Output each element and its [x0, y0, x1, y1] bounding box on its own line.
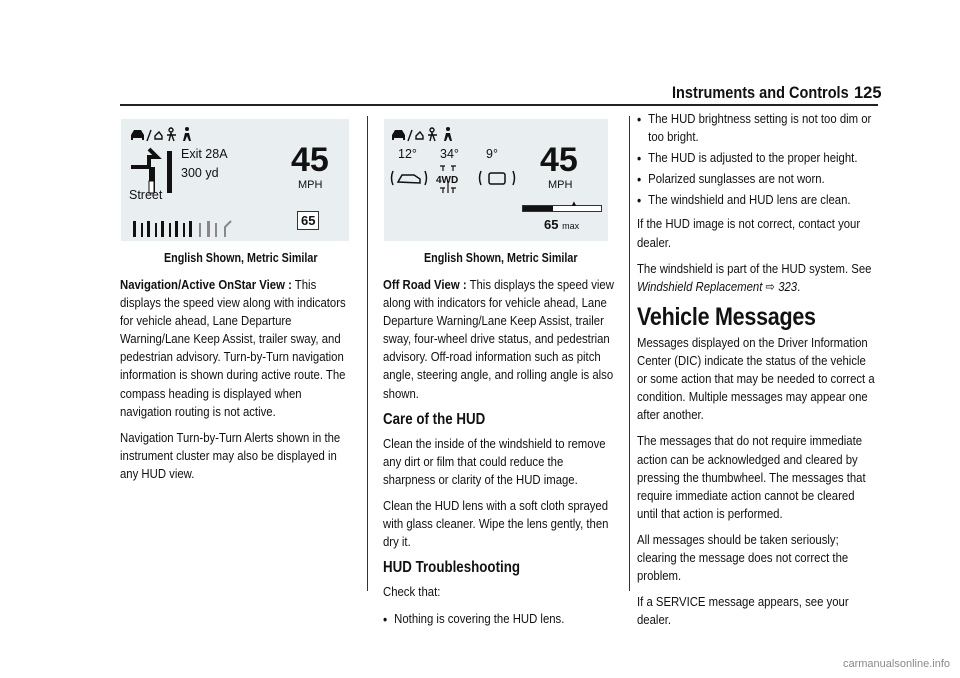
vehicle-ahead-icon: [131, 130, 144, 140]
max-label: max: [562, 221, 580, 231]
street-label: Street: [129, 188, 163, 202]
turn-alerts-paragraph: Navigation Turn-by-Turn Alerts shown in the instrument cluster may also be displayed in any HUD view.: [120, 429, 341, 481]
page-ref-arrow-icon: ⇨: [765, 278, 776, 294]
figure2-caption: English Shown, Metric Similar: [424, 251, 578, 265]
lane-guidance-icon: [131, 217, 251, 239]
figure1-caption: English Shown, Metric Similar: [164, 251, 318, 265]
list-item: • Nothing is covering the HUD lens.: [383, 610, 616, 628]
vm-paragraph-4: If a SERVICE message appears, see your dealer.: [637, 594, 849, 628]
max-speed-value: 65 max: [544, 217, 580, 232]
windshield-page-ref[interactable]: 323: [778, 278, 798, 294]
offroad-view-paragraph: Off Road View : This displays the speed view along with indicators for vehicle ahead, Lane Departure Warning/Lane Keep Assist, trailer sway, four-wheel drive status, and pedestrian advisory. Off-road information such as pitch angle, steering angle, and rolling angle is also shown.: [383, 277, 614, 401]
vm-paragraph-2: The messages that do not require immediate action can be acknowledged and cleared by pressing the thumbwheel. The messages that require immediate action cannot be cleared until that action is performed.: [637, 433, 866, 521]
exit-label: Exit 28A: [181, 147, 228, 161]
pitch-angle: 12°: [398, 147, 417, 161]
speed-readout: 45: [540, 141, 578, 179]
column-2: [383, 276, 617, 634]
incorrect-image-paragraph: If the HUD image is not correct, contact your dealer.: [637, 216, 861, 250]
steering-angle: 34°: [440, 147, 459, 161]
pedestrian-icon: [183, 127, 191, 141]
page-header-title: Instruments and Controls: [672, 84, 849, 102]
pedestrian-icon: [444, 127, 452, 141]
header-rule: [120, 104, 878, 106]
list-item: • The HUD brightness setting is not too dim or too bright.: [637, 110, 876, 146]
indicator-icons: [390, 125, 460, 145]
care-paragraph-2: Clean the HUD lens with a soft cloth sprayed with glass cleaner. Wipe the lens gently, then dry it.: [383, 498, 609, 550]
lane-departure-icon: [147, 130, 162, 141]
column-divider-left: [367, 116, 368, 591]
drive-mode-label: 4WD: [436, 175, 459, 186]
list-item: • The HUD is adjusted to the proper height.: [637, 149, 876, 167]
care-heading: Care of the HUD: [383, 410, 486, 428]
trailer-sway-icon: [167, 128, 176, 141]
trailer-sway-icon: [428, 128, 437, 141]
vehicle-ahead-icon: [392, 130, 405, 140]
windshield-replacement-link[interactable]: Windshield Replacement: [637, 278, 763, 294]
watermark: carmanualsonline.info: [842, 658, 950, 670]
list-item: • The windshield and HUD lens are clean.: [637, 191, 876, 209]
page-number: 125: [854, 84, 882, 102]
navigation-view-paragraph: Navigation/Active OnStar View : This displays the speed view along with indicators for vehicle ahead, Lane Departure Warning/Lane Keep Assist, trailer sway, and pedestrian advisory. Turn-by-Turn navigation information is shown during active route. The compass heading is displayed when navigation routing is not active.: [120, 277, 346, 419]
troubleshooting-heading: HUD Troubleshooting: [383, 559, 520, 577]
indicator-icons: [129, 125, 199, 145]
pitch-vehicle-icon: [390, 167, 428, 189]
vm-paragraph-3: All messages should be taken seriously; clearing the message does not correct the problem.: [637, 531, 849, 584]
hud-offroad-view-figure: [384, 119, 608, 241]
speed-limit-sign: 65: [297, 211, 319, 230]
check-list-continued: [637, 110, 876, 209]
lane-departure-icon: [408, 130, 423, 141]
max-speed-marker-icon: ▲: [570, 199, 578, 208]
check-that-label: Check that:: [383, 584, 441, 600]
vm-paragraph-1: Messages displayed on the Driver Information Center (DIC) indicate the status of the vehicle or some action that may be needed to correct a condition. Multiple messages may appear one after another.: [637, 334, 875, 423]
column-3: [637, 110, 877, 637]
distance-label: 300 yd: [181, 166, 219, 180]
column-divider-right: [629, 116, 630, 591]
list-item: • Polarized sunglasses are not worn.: [637, 170, 876, 188]
speed-unit: MPH: [298, 179, 323, 191]
care-paragraph-1: Clean the inside of the windshield to remove any dirt or film that could reduce the sharpness or clarity of the HUD image.: [383, 435, 606, 487]
speed-unit: MPH: [548, 179, 573, 191]
vehicle-messages-heading: Vehicle Messages: [637, 302, 816, 331]
roll-angle: 9°: [486, 147, 498, 161]
speed-readout: 45: [291, 141, 329, 179]
column-1: [120, 276, 350, 491]
roll-vehicle-icon: [478, 167, 516, 189]
check-list: [383, 610, 616, 628]
windshield-paragraph: The windshield is part of the HUD system. See Windshield Replacement ⇨ 323.: [637, 260, 872, 294]
max-speed-bar: [522, 205, 602, 212]
hud-navigation-view-figure: [121, 119, 349, 241]
